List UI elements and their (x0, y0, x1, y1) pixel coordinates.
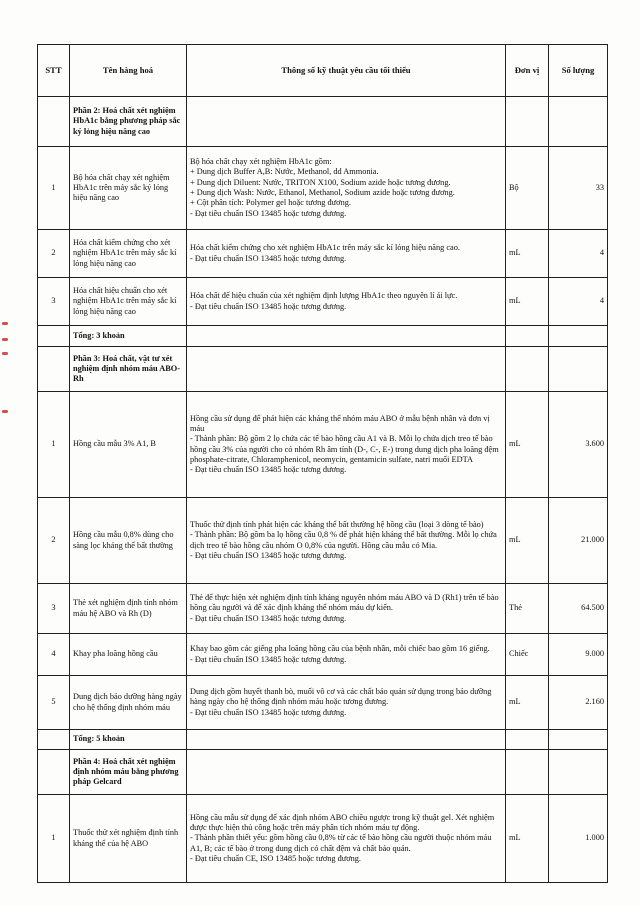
row-qty: 1.000 (549, 795, 608, 883)
row-unit: mL (506, 676, 549, 730)
spec-line: Bộ hóa chất chạy xét nghiệm HbA1c gồm: (190, 157, 332, 167)
section-title-part3: Phần 3: Hoá chất, vật tư xét nghiệm định nhóm máu ABO-Rh (70, 347, 187, 392)
table-row (38, 278, 608, 326)
spec-line: - Đạt tiêu chuẩn ISO 13485 hoặc tương đương. (190, 613, 347, 623)
spec-line: + Dung dịch Diluent: Nước, TRITON X100, Sodium azide hoặc tương đương. (190, 177, 451, 187)
row-spec (187, 634, 506, 676)
row-name: Bộ hóa chất chạy xét nghiệm HbA1c trên máy sắc ký lỏng hiệu năng cao (70, 147, 187, 230)
table-row (38, 584, 608, 634)
spec-line: + Cột phân tích: Polymer gel hoặc tương đương. (190, 198, 351, 208)
specification-table (37, 44, 608, 883)
row-name: Hồng cầu mẫu 3% A1, B (70, 392, 187, 498)
row-qty: 64.500 (549, 584, 608, 634)
table-header-row (38, 45, 608, 97)
table-row (38, 634, 608, 676)
header-spec: Thông số kỹ thuật yêu cầu tối thiểu (187, 45, 506, 97)
row-unit: Bộ (506, 147, 549, 230)
row-spec (187, 392, 506, 498)
row-name: Thuốc thử xét nghiệm định tính kháng thể của hệ ABO (70, 795, 187, 883)
row-spec (187, 795, 506, 883)
row-stt: 2 (38, 498, 70, 584)
section-row (38, 97, 608, 147)
row-spec (187, 230, 506, 278)
spec-line: - Thành phần: Bộ gồm ba lọ hồng cầu 0,8 % để phát hiện kháng thể bất thường. Mỗi lọ chứa dịch treo tế bào hồng cầu nhóm O 0,8% của người. Hồng cầu mẫu có Mia. (190, 530, 497, 550)
spec-line: Hóa chất để hiệu chuẩn của xét nghiệm định lượng HbA1c theo nguyên lí ái lực. (190, 291, 458, 301)
spec-line: + Dung dịch Buffer A,B: Nước, Methanol, dd Ammonia. (190, 167, 379, 177)
spec-line: - Thành phần: Bộ gồm 2 lọ chứa các tế bào hồng cầu A1 và B. Mỗi lọ chứa dịch treo tế bào hồng cầu 3% của người cho có nhóm Rh âm tính (D-, C-, E-) trong dung dịch pha loãng đệm phosphate-citrate, Chloramphenicol, neomycin, gentamicin sulfate, natri muối EDTA (190, 434, 499, 464)
header-name: Tên hàng hoá (70, 45, 187, 97)
spec-line: - Đạt tiêu chuẩn ISO 13485 hoặc tương đương. (190, 465, 347, 475)
spec-line: - Đạt tiêu chuẩn ISO 13485 hoặc tương đương. (190, 654, 347, 664)
spec-line: - Thành phần thiết yếu: gồm hồng cầu 0,8% từ các tế bào hồng cầu người thuộc nhóm máu A1, B; các tế bào ở trong dung dịch có chất đệm và chất bảo quản. (190, 833, 492, 853)
row-stt: 3 (38, 584, 70, 634)
spec-line: + Dung dịch Wash: Nước, Ethanol, Methanol, Sodium azide hoặc tương đương. (190, 188, 455, 197)
spec-line: - Đạt tiêu chuẩn ISO 13485 hoặc tương đương. (190, 550, 347, 560)
row-unit: mL (506, 230, 549, 278)
row-stt: 2 (38, 230, 70, 278)
row-unit: mL (506, 498, 549, 584)
spec-line: - Đạt tiêu chuẩn ISO 13485 hoặc tương đương. (190, 208, 347, 218)
row-stt: 1 (38, 795, 70, 883)
row-name: Hóa chất kiểm chứng cho xét nghiệm HbA1c trên máy sắc kí lỏng hiệu năng cao (70, 230, 187, 278)
table-row (38, 795, 608, 883)
row-qty: 9.000 (549, 634, 608, 676)
spec-line: Hồng cầu sử dụng để phát hiện các kháng thể nhóm máu ABO ở mẫu bệnh nhân và đơn vị máu (190, 413, 490, 433)
header-unit: Đơn vị (506, 45, 549, 97)
spec-line: - Đạt tiêu chuẩn ISO 13485 hoặc tương đương. (190, 301, 347, 311)
header-qty: Số lượng (549, 45, 608, 97)
table-row (38, 230, 608, 278)
row-spec (187, 498, 506, 584)
row-unit: Chiếc (506, 634, 549, 676)
row-qty: 33 (549, 147, 608, 230)
row-name: Hóa chất hiệu chuẩn cho xét nghiệm HbA1c trên máy sắc kí lỏng hiệu năng cao (70, 278, 187, 326)
row-stt: 1 (38, 147, 70, 230)
total-row (38, 326, 608, 347)
row-qty: 4 (549, 230, 608, 278)
red-ink-mark (2, 322, 8, 325)
total-row (38, 730, 608, 750)
table-row (38, 498, 608, 584)
spec-line: Dung dịch gồm huyết thanh bò, muối vô cơ và các chất bảo quản sử dụng trong bảo dưỡng hàng ngày cho hệ thống định nhóm máu hoặc tương đương. (190, 687, 492, 707)
spec-line: - Đạt tiêu chuẩn CE, ISO 13485 hoặc tương đương. (190, 853, 362, 863)
row-unit: mL (506, 392, 549, 498)
row-name: Hồng cầu mẫu 0,8% dùng cho sàng lọc kháng thể bất thường (70, 498, 187, 584)
row-qty: 3.600 (549, 392, 608, 498)
spec-line: Thuốc thử định tính phát hiện các kháng thể bất thường hệ hồng cầu (loại 3 dòng tế bào) (190, 519, 484, 529)
row-unit: mL (506, 795, 549, 883)
header-stt: STT (38, 45, 70, 97)
row-unit: mL (506, 278, 549, 326)
row-spec (187, 676, 506, 730)
row-qty: 4 (549, 278, 608, 326)
row-stt: 4 (38, 634, 70, 676)
row-qty: 2.160 (549, 676, 608, 730)
row-name: Thẻ xét nghiệm định tính nhóm máu hệ ABO và Rh (D) (70, 584, 187, 634)
red-ink-mark (2, 338, 8, 341)
table-row (38, 676, 608, 730)
spec-line: - Đạt tiêu chuẩn ISO 13485 hoặc tương đương. (190, 253, 347, 263)
section-total: Tổng: 5 khoản (70, 730, 187, 750)
row-spec (187, 584, 506, 634)
row-name: Dung dịch bảo dưỡng hàng ngày cho hệ thống định nhóm máu (70, 676, 187, 730)
row-unit: Thẻ (506, 584, 549, 634)
section-title-part4: Phần 4: Hoá chất xét nghiệm định nhóm máu bằng phương pháp Gelcard (70, 750, 187, 795)
red-ink-mark (2, 352, 8, 355)
spec-line: Hóa chất kiểm chứng cho xét nghiệm HbA1c trên máy sắc kí lỏng hiệu năng cao. (190, 243, 460, 253)
row-stt: 5 (38, 676, 70, 730)
section-row (38, 750, 608, 795)
row-stt: 1 (38, 392, 70, 498)
table-row (38, 147, 608, 230)
spec-line: Hồng cầu mẫu sử dụng để xác định nhóm ABO chiều ngược trong kỹ thuật gel. Xét nghiệm được thực hiện thủ công hoặc trên máy phân tích nhóm máu tự động. (190, 812, 495, 833)
section-title-part2: Phần 2: Hoá chất xét nghiệm HbA1c bằng phương pháp sắc ký lỏng hiệu năng cao (70, 97, 187, 147)
row-spec (187, 278, 506, 326)
table-row (38, 392, 608, 498)
red-ink-mark (2, 410, 8, 413)
spec-line: Khay bao gồm các giếng pha loãng hồng cầu của bệnh nhân, mỗi chiếc bao gồm 16 giếng. (190, 644, 490, 654)
spec-line: Thẻ để thực hiện xét nghiệm định tính kháng nguyên nhóm máu ABO và D (Rh1) trên tế bào hồng cầu người và để xác định kháng thể nhóm máu dự kiến. (190, 593, 499, 613)
row-stt: 3 (38, 278, 70, 326)
row-spec (187, 147, 506, 230)
section-total: Tổng: 3 khoản (70, 326, 187, 347)
spec-line: - Đạt tiêu chuẩn ISO 13485 hoặc tương đương. (190, 707, 347, 717)
row-qty: 21.000 (549, 498, 608, 584)
section-row (38, 347, 608, 392)
row-name: Khay pha loãng hồng cầu (70, 634, 187, 676)
